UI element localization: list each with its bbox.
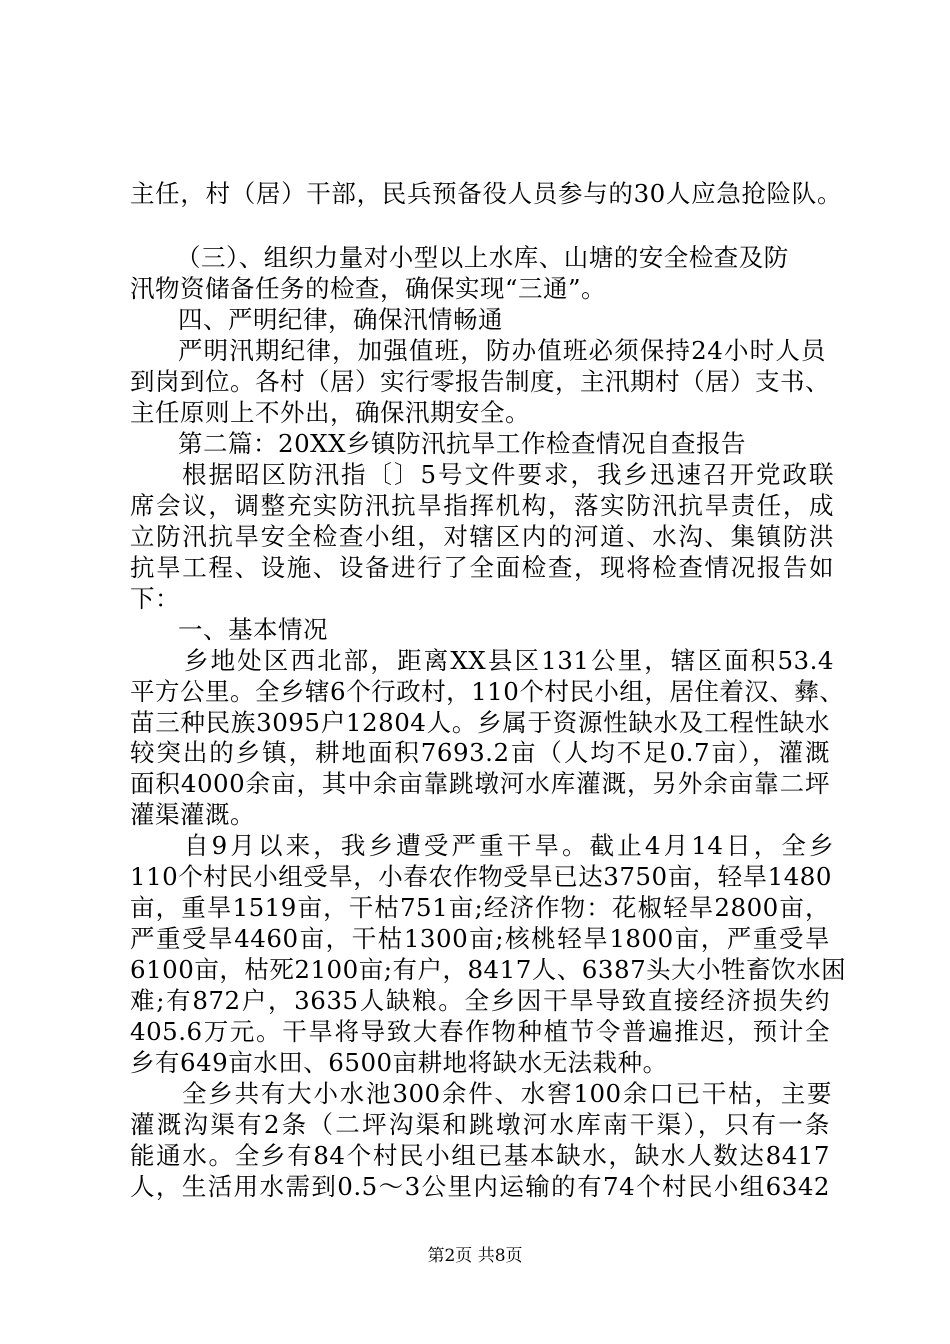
text-line: 乡有649亩水田、6500亩耕地将缺水无法栽种。 [130, 1048, 668, 1077]
text-line: 乡地处区西北部，距离XX县区131公里，辖区面积53.4 [184, 646, 834, 675]
text-line: 灌溉沟渠有2条（二坪沟渠和跳墩河水库南干渠），只有一条 [130, 1110, 830, 1139]
text-line: 立防汛抗旱安全检查小组，对辖区内的河道、水沟、集镇防洪 [130, 522, 834, 551]
text-line: 主任原则上不外出，确保汛期安全。 [130, 398, 530, 427]
section-heading: 一、基本情况 [178, 615, 328, 644]
text-line: 平方公里。全乡辖6个行政村，110个村民小组，居住着汉、彝、 [130, 677, 845, 706]
text-line: 能通水。全乡有84个村民小组已基本缺水，缺水人数达8417 [130, 1141, 830, 1170]
section-heading: 四、严明纪律，确保汛情畅通 [178, 305, 503, 334]
text-line: 到岗到位。各村（居）实行零报告制度，主汛期村（居）支书、 [130, 367, 830, 396]
text-line: 面积4000余亩，其中余亩靠跳墩河水库灌溉，另外余亩靠二坪 [130, 769, 830, 798]
text-line: （三）、组织力量对小型以上水库、山塘的安全检查及防 [176, 243, 789, 272]
text-line: 抗旱工程、设施、设备进行了全面检查，现将检查情况报告如 [130, 553, 834, 582]
text-line: 405.6万元。干旱将导致大春作物种植节令普遍推迟，预计全 [130, 1017, 830, 1046]
text-line: 根据昭区防汛指〔〕5号文件要求，我乡迅速召开党政联 [182, 460, 834, 489]
chapter-title: 第二篇：20XX乡镇防汛抗旱工作检查情况自查报告 [178, 429, 747, 458]
text-line: 110个村民小组受旱，小春农作物受旱已达3750亩，轻旱1480 [130, 862, 832, 891]
text-line: 灌渠灌溉。 [130, 800, 255, 829]
text-line: 较突出的乡镇，耕地面积7693.2亩（人均不足0.7亩），灌溉 [130, 738, 830, 767]
text-line: 下： [130, 584, 180, 613]
text-line: 亩，重旱1519亩，干枯751亩;经济作物：花椒轻旱2800亩， [130, 893, 830, 922]
text-line: 严重受旱4460亩，干枯1300亩;核桃轻旱1800亩，严重受旱 [130, 924, 830, 953]
text-line: 难;有872户，3635人缺粮。全乡因干旱导致直接经济损失约 [130, 986, 830, 1015]
text-line: 苗三种民族3095户12804人。乡属于资源性缺水及工程性缺水 [130, 708, 830, 737]
text-line: 全乡共有大小水池300余件、水窖100余口已干枯，主要 [182, 1079, 832, 1108]
text-line: 严明汛期纪律，加强值班，防办值班必须保持24小时人员 [178, 336, 826, 365]
text-line: 席会议，调整充实防汛抗旱指挥机构，落实防汛抗旱责任，成 [130, 491, 834, 520]
text-line: 自9月以来，我乡遭受严重干旱。截止4月14日，全乡 [184, 831, 834, 860]
text-line: 汛物资储备任务的检查，确保实现“三通”。 [130, 274, 607, 303]
page-number-footer: 第2页 共8页 [427, 1246, 523, 1266]
text-line: 人，生活用水需到0.5～3公里内运输的有74个村民小组6342 [130, 1172, 830, 1201]
text-line: 主任，村（居）干部，民兵预备役人员参与的30人应急抢险队。 [130, 179, 842, 208]
text-line: 6100亩，枯死2100亩;有户，8417人、6387头大小牲畜饮水困 [130, 955, 847, 984]
